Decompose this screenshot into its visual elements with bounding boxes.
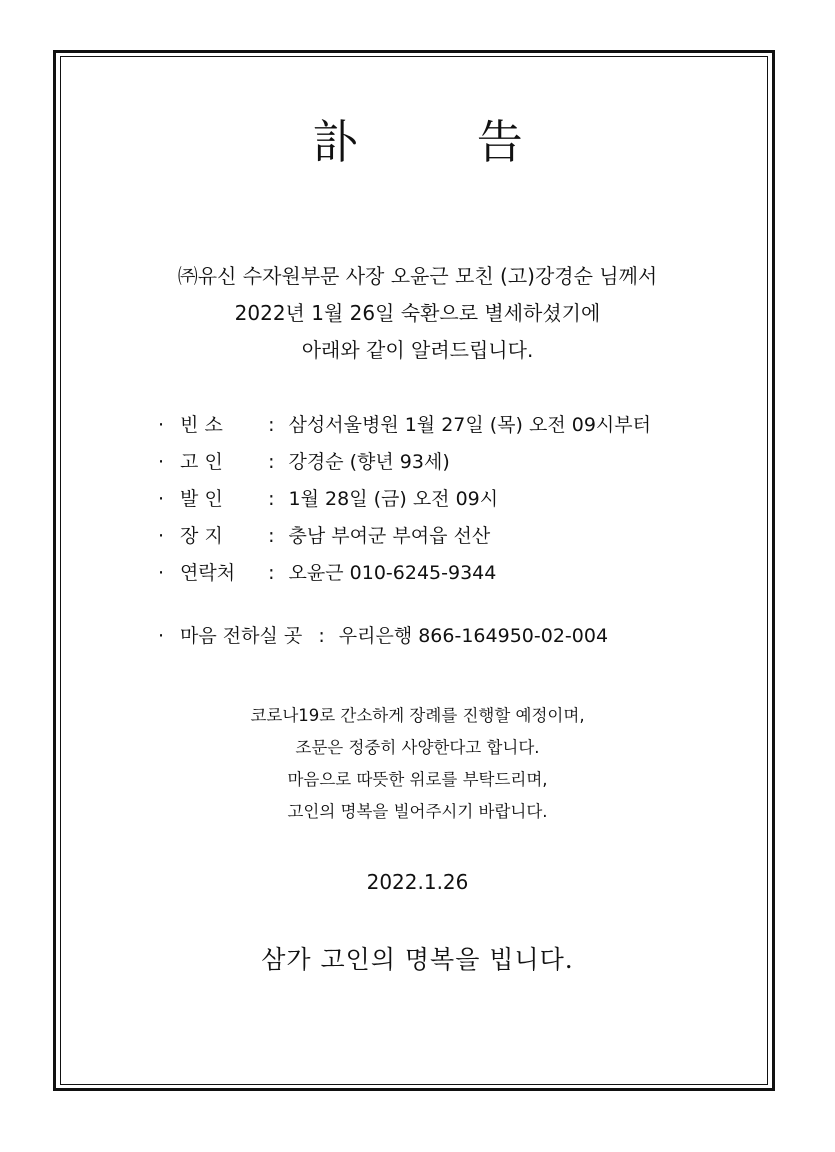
intro-line: ㈜유신 수자원부문 사장 오윤근 모친 (고)강경순 님께서	[177, 264, 658, 288]
detail-value: 1월 28일 (금) 오전 09시	[288, 488, 499, 510]
detail-label: 고 인	[180, 451, 223, 473]
detail-row-burial-site	[158, 518, 651, 555]
detail-separator: :	[268, 451, 275, 473]
detail-separator: :	[318, 625, 325, 647]
bullet: ·	[158, 414, 165, 436]
intro-paragraph	[0, 258, 835, 369]
detail-separator: :	[268, 525, 275, 547]
detail-label: 장 지	[180, 525, 223, 547]
detail-row-contact	[158, 555, 651, 592]
detail-separator: :	[268, 562, 275, 584]
bullet: ·	[158, 562, 165, 584]
obituary-title: 訃 告	[312, 115, 575, 169]
detail-value: 우리은행 866-164950-02-004	[338, 625, 609, 647]
intro-line: 2022년 1월 26일 숙환으로 별세하셨기에	[234, 301, 601, 325]
detail-label: 발 인	[180, 488, 223, 510]
detail-label: 마음 전하실 곳	[180, 625, 303, 647]
message-line: 코로나19로 간소하게 장례를 진행할 예정이며,	[250, 706, 585, 725]
notice-date: 2022.1.26	[366, 870, 469, 894]
detail-row-deceased	[158, 444, 651, 481]
bullet: ·	[158, 525, 165, 547]
detail-separator: :	[268, 414, 275, 436]
detail-value: 삼성서울병원 1월 27일 (목) 오전 09시부터	[288, 414, 651, 436]
intro-line: 아래와 같이 알려드립니다.	[301, 338, 534, 362]
bullet: ·	[158, 451, 165, 473]
message-line: 고인의 명복을 빌어주시기 바랍니다.	[287, 802, 548, 821]
detail-separator: :	[268, 488, 275, 510]
detail-value: 오윤근 010-6245-9344	[288, 562, 497, 584]
detail-row-procession	[158, 481, 651, 518]
detail-label: 연락처	[180, 562, 236, 584]
details-list	[158, 407, 651, 655]
detail-row-account	[158, 618, 651, 655]
bullet: ·	[158, 488, 165, 510]
message-paragraph	[0, 700, 835, 828]
bullet: ·	[158, 625, 165, 647]
message-line: 마음으로 따뜻한 위로를 부탁드리며,	[287, 770, 548, 789]
message-line: 조문은 정중히 사양한다고 합니다.	[295, 738, 540, 757]
detail-value: 충남 부여군 부여읍 선산	[288, 525, 491, 547]
detail-value: 강경순 (향년 93세)	[288, 451, 450, 473]
closing-condolence: 삼가 고인의 명복을 빕니다.	[261, 945, 574, 974]
detail-label: 빈 소	[180, 414, 223, 436]
detail-row-funeral-hall	[158, 407, 651, 444]
